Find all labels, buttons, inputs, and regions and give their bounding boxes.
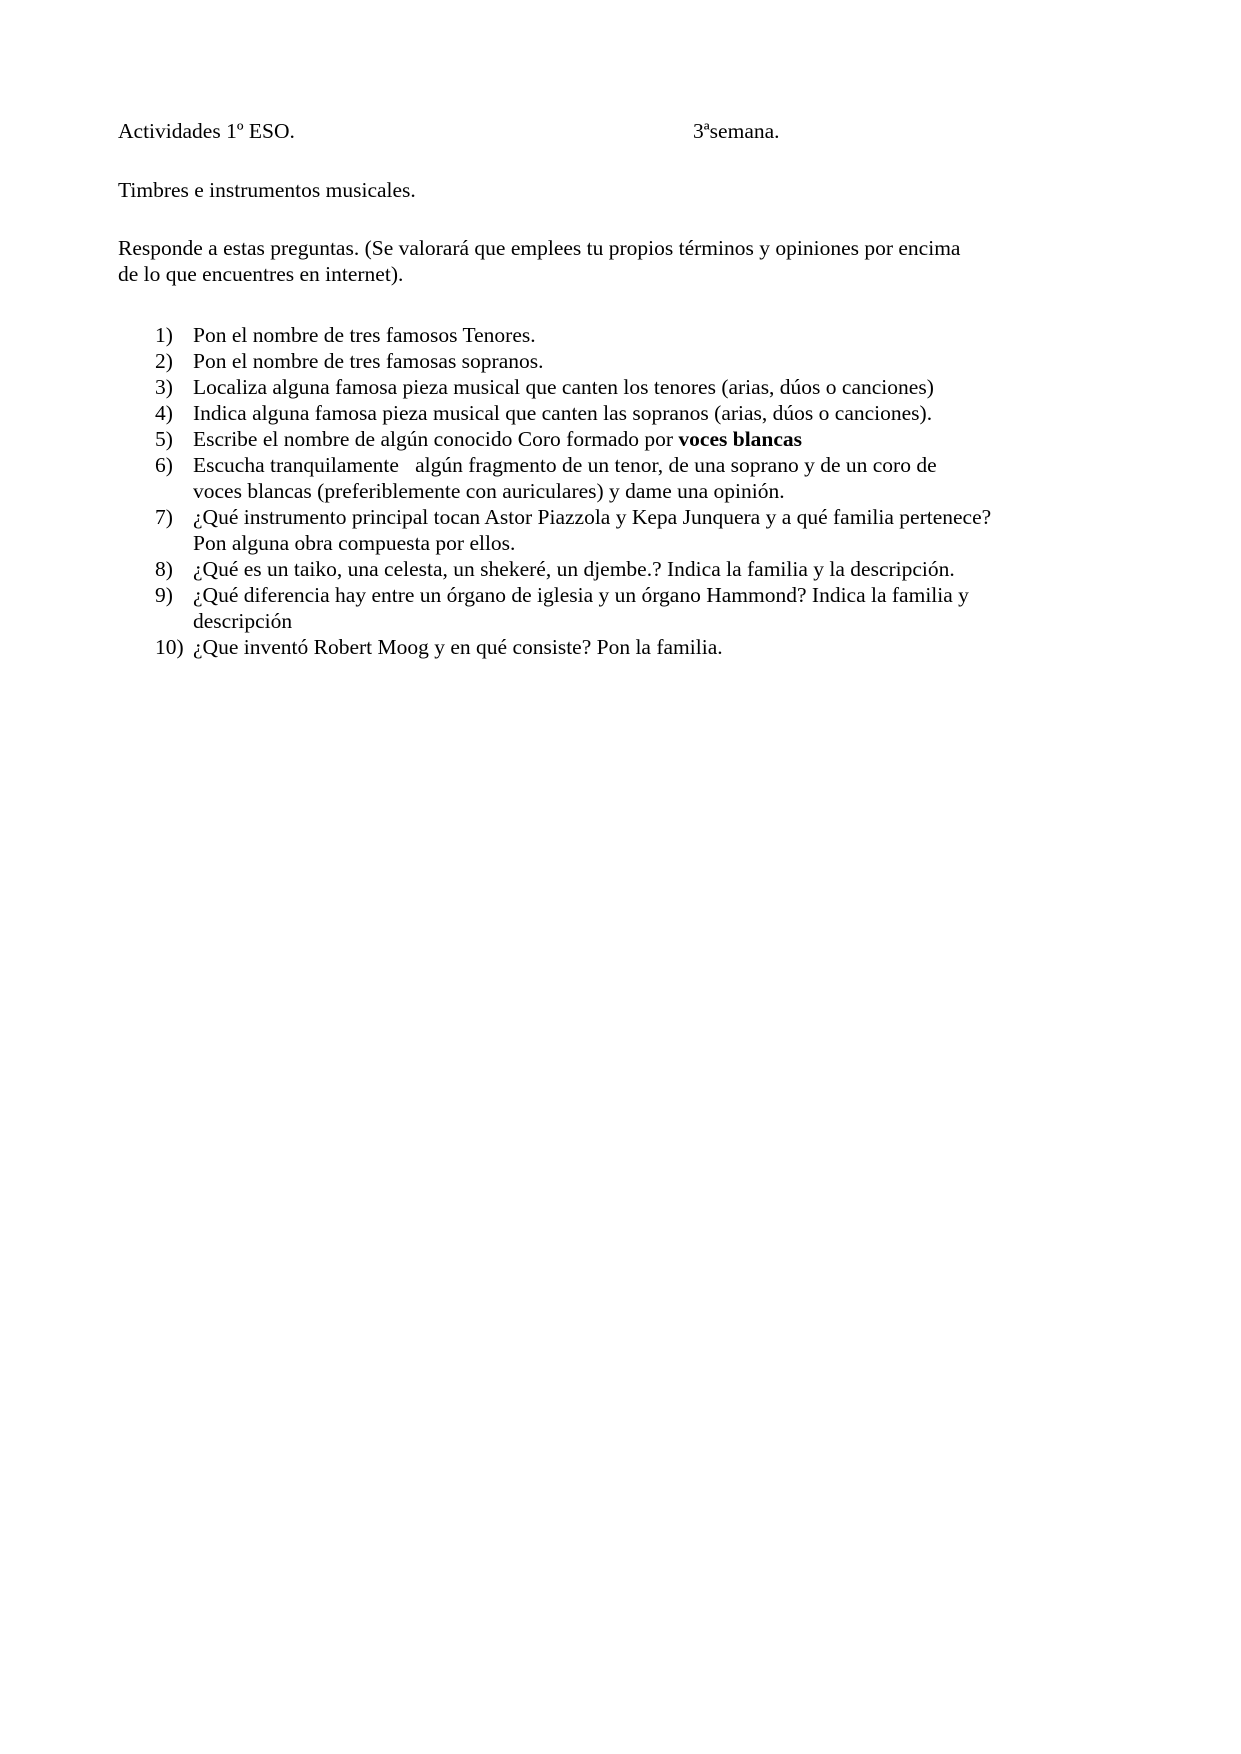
- question-number: 4): [155, 401, 173, 425]
- question-item: [0, 426, 1241, 452]
- question-plain-text: Escribe el nombre de algún conocido Coro formado por: [193, 427, 679, 451]
- question-text: [193, 426, 1153, 452]
- question-line: Indica alguna famosa pieza musical que canten las sopranos (arias, dúos o canciones).: [193, 401, 933, 425]
- question-item: [0, 400, 1241, 426]
- question-line: Localiza alguna famosa pieza musical que canten los tenores (arias, dúos o canciones): [193, 375, 934, 399]
- instructions-line: Responde a estas preguntas. (Se valorará que emplees tu propios términos y opiniones por encima: [118, 236, 961, 260]
- question-text: [193, 322, 1153, 348]
- instructions-paragraph: [118, 235, 1118, 287]
- question-number: 10): [155, 635, 184, 659]
- document-subtitle: Timbres e instrumentos musicales.: [118, 178, 416, 202]
- header-course: Actividades 1º ESO.: [118, 119, 295, 143]
- question-item: [0, 322, 1241, 348]
- question-item: [0, 374, 1241, 400]
- question-line: ¿Que inventó Robert Moog y en qué consiste? Pon la familia.: [193, 635, 723, 659]
- question-line: voces blancas (preferiblemente con auriculares) y dame una opinión.: [193, 479, 785, 503]
- question-text: [193, 452, 1153, 504]
- question-list: [0, 322, 1241, 660]
- question-item: [0, 452, 1241, 504]
- question-text: [193, 374, 1153, 400]
- question-item: [0, 556, 1241, 582]
- question-number: 3): [155, 375, 173, 399]
- question-item: [0, 504, 1241, 556]
- question-line: descripción: [193, 609, 293, 633]
- question-text: [193, 348, 1153, 374]
- question-line: Pon el nombre de tres famosas sopranos.: [193, 349, 544, 373]
- question-text: [193, 504, 1153, 556]
- question-line: Escucha tranquilamente algún fragmento de un tenor, de una soprano y de un coro de: [193, 453, 937, 477]
- question-text: [193, 634, 1153, 660]
- instructions-line: de lo que encuentres en internet).: [118, 262, 404, 286]
- question-bold-text: voces blancas: [678, 427, 803, 451]
- question-line: [193, 426, 1153, 452]
- question-text: [193, 556, 1153, 582]
- question-line: ¿Qué instrumento principal tocan Astor Piazzola y Kepa Junquera y a qué familia pertenece?: [193, 505, 992, 529]
- question-item: [0, 582, 1241, 634]
- question-number: 8): [155, 557, 173, 581]
- question-text: [193, 400, 1153, 426]
- header-week: 3ªsemana.: [693, 119, 780, 143]
- question-number: 1): [155, 323, 173, 347]
- question-number: 5): [155, 427, 173, 451]
- question-number: 2): [155, 349, 173, 373]
- question-line: Pon el nombre de tres famosos Tenores.: [193, 323, 536, 347]
- question-item: [0, 634, 1241, 660]
- question-number: 9): [155, 583, 173, 607]
- question-number: 6): [155, 453, 173, 477]
- question-item: [0, 348, 1241, 374]
- question-number: 7): [155, 505, 173, 529]
- question-text: [193, 582, 1153, 634]
- page-header: [118, 118, 1118, 148]
- question-line: Pon alguna obra compuesta por ellos.: [193, 531, 516, 555]
- question-line: ¿Qué diferencia hay entre un órgano de iglesia y un órgano Hammond? Indica la familia y: [193, 583, 969, 607]
- question-line: ¿Qué es un taiko, una celesta, un shekeré, un djembe.? Indica la familia y la descripción.: [193, 557, 955, 581]
